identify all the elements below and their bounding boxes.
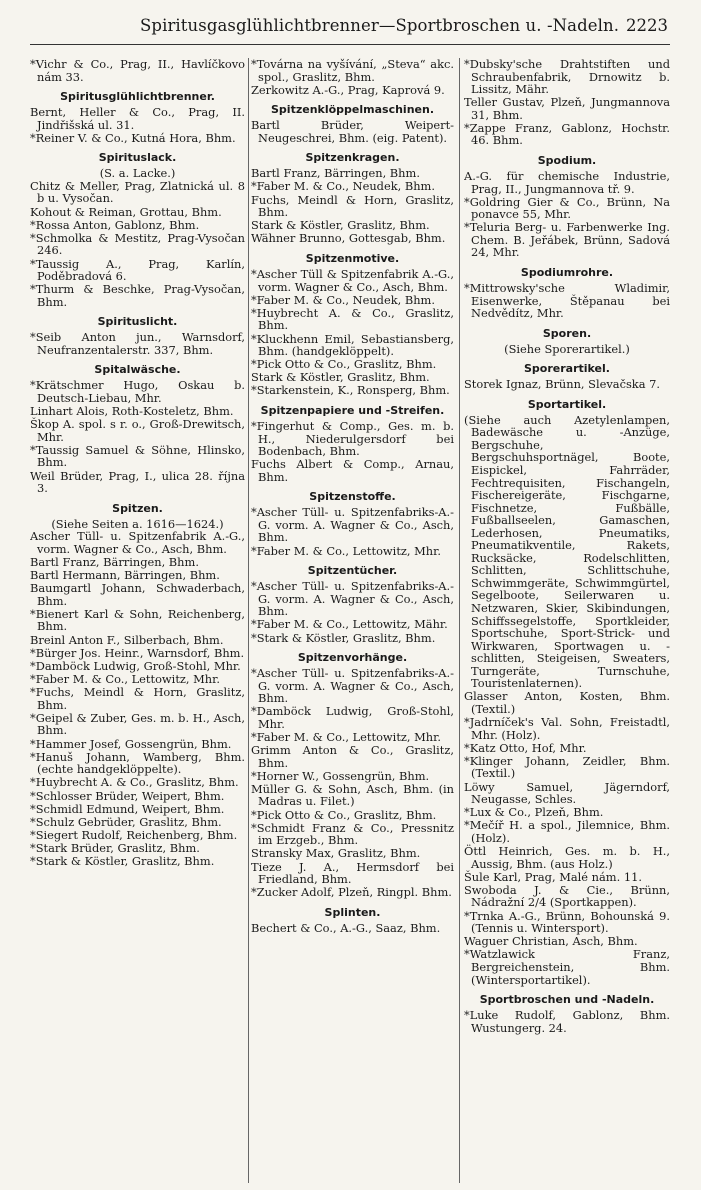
- directory-entry: Bartl Brüder, Weipert-Neugeschrei, Bhm. (eig. Patent).: [251, 118, 454, 145]
- directory-entry: *Ascher Tüll- u. Spitzenfabriks-A.-G. vorm. A. Wagner & Co., Asch, Bhm.: [251, 579, 454, 619]
- column-divider: [248, 58, 249, 1183]
- section-heading: Spiritusglühlichtbrenner.: [60, 90, 215, 104]
- directory-entry: *Bienert Karl & Sohn, Reichenberg, Bhm.: [30, 606, 245, 634]
- directory-entry: *Damböck Ludwig, Groß-Stohl, Mhr.: [30, 658, 241, 673]
- section-heading: Spitzenkragen.: [305, 151, 400, 165]
- page-number: 2223: [626, 16, 668, 35]
- section-heading: Spitzenpapiere und -Streifen.: [260, 404, 445, 418]
- directory-entry: (Siehe auch Azetylenlampen, Badewäsche u. -Anzüge, Bergschuhe, Bergschuhsportnägel, Boote, Eispickel, Fahrräder, Fechtrequisiten, Fischangeln, Fischereigeräte, Fischgarne, Fischnetze, Fußbälle, Fußballseelen, Gamaschen, Lederhosen, Pneumatiks, Pneumatikventile, Rakets, Rucksäcke, Rodelschlitten, Schlitten, Schlittschuhe, Schwimmgeräte, Schwimmgürtel, Segelboote, Seilerwaren u. Netzwaren, Skier, Skibindungen, Schiffssegelstoffe, Sportkleider, Sportschuhe, Sport-Strick- und Wirkwaren, Sportwagen u. -schlitten, Steigeisen, Sweaters, Turngeräte, Turnschuhe, Touristenlaternen).: [464, 412, 670, 691]
- directory-entry: Wähner Brunno, Gottesgab, Bhm.: [251, 231, 446, 246]
- running-title: Spiritusgasglühlichtbrenner—Sportbroschen u. -Nadeln.: [140, 16, 620, 35]
- directory-entry: *Faber M. & Co., Neudek, Bhm.: [251, 292, 435, 307]
- directory-entry: Fuchs, Meindl & Horn, Graslitz, Bhm.: [251, 192, 454, 220]
- directory-entry: *Teluria Berg- u. Farbenwerke Ing. Chem. B. Jeřábek, Brünn, Sadová 24, Mhr.: [464, 220, 670, 260]
- directory-entry: *Reiner V. & Co., Kutná Hora, Bhm.: [30, 130, 236, 145]
- directory-entry: Swoboda J. & Cie., Brünn, Nádražní 2/4 (Sportkappen).: [464, 882, 670, 910]
- page-header: [30, 14, 670, 45]
- section-heading: Spirituslicht.: [97, 315, 178, 329]
- directory-entry: *Fingerhut & Comp., Ges. m. b. H., Niederulgersdorf bei Bodenbach, Bhm.: [251, 419, 454, 459]
- directory-entry: *Taussig Samuel & Söhne, Hlinsko, Bhm.: [30, 442, 245, 470]
- section-heading: Sportartikel.: [527, 397, 607, 411]
- directory-entry: *Starkenstein, K., Ronsperg, Bhm.: [251, 383, 450, 398]
- section-heading: Spitzenvorhänge.: [297, 651, 408, 665]
- directory-entry: Fuchs Albert & Comp., Arnau, Bhm.: [251, 457, 454, 484]
- directory-entry: Zerkowitz A.-G., Prag, Kaprová 9.: [251, 82, 445, 97]
- section-heading: Spodiumrohre.: [520, 266, 614, 280]
- directory-entry: *Ascher Tüll- u. Spitzenfabriks-A.-G. vorm. A. Wagner & Co., Asch, Bhm.: [251, 666, 454, 706]
- directory-entry: Ascher Tüll- u. Spitzenfabrik A.-G., vorm. Wagner & Co., Asch, Bhm.: [30, 529, 245, 556]
- directory-entry: *Schmidt Franz & Co., Pressnitz im Erzgeb., Bhm.: [251, 820, 454, 848]
- directory-entry: *Siegert Rudolf, Reichenberg, Bhm.: [30, 827, 238, 842]
- directory-entry: *Vichr & Co., Prag, II., Havlíčkovo nám 33.: [30, 58, 245, 84]
- directory-entry: *Kluckhenn Emil, Sebastiansberg, Bhm. (handgeklöppelt).: [251, 331, 454, 359]
- directory-entry: Storek Ignaz, Brünn, Slevačska 7.: [464, 377, 660, 392]
- directory-entry: Chitz & Meller, Prag, Zlatnická ul. 8 b u. Vysočan.: [30, 178, 245, 206]
- directory-entry: Stransky Max, Graslitz, Bhm.: [251, 846, 421, 861]
- directory-entry: Bartl Hermann, Bärringen, Bhm.: [30, 568, 220, 583]
- directory-entry: Stark & Köstler, Graslitz, Bhm.: [251, 370, 430, 385]
- directory-entry: *Zappe Franz, Gablonz, Hochstr. 46. Bhm.: [464, 120, 670, 148]
- directory-entry: Stark & Köstler, Graslitz, Bhm.: [251, 218, 430, 233]
- directory-entry: *Faber M. & Co., Lettowitz, Mähr.: [251, 617, 448, 632]
- directory-entry: *Watzlawick Franz, Bergreichenstein, Bhm. (Wintersportartikel).: [464, 947, 670, 987]
- directory-entry: *Katz Otto, Hof, Mhr.: [464, 740, 587, 755]
- directory-entry: *Stark & Köstler, Graslitz, Bhm.: [251, 630, 436, 645]
- directory-entry: *Ascher Tüll- u. Spitzenfabriks-A.-G. vorm. A. Wagner & Co., Asch, Bhm.: [251, 505, 454, 545]
- section-heading: Sporerartikel.: [524, 362, 610, 376]
- directory-entry: *Jadrníček's Val. Sohn, Freistadtl, Mhr. (Holz).: [464, 715, 670, 742]
- directory-entry: *Schulz Gebrüder, Graslitz, Bhm.: [30, 814, 222, 829]
- directory-entry: *Krätschmer Hugo, Oskau b. Deutsch-Liebau, Mhr.: [30, 378, 245, 405]
- directory-entry: *Hanuš Johann, Wamberg, Bhm. (echte handgeklöppelte).: [30, 749, 245, 777]
- directory-entry: *Luke Rudolf, Gablonz, Bhm. Wustungerg. 24.: [464, 1008, 670, 1035]
- directory-entry: *Rossa Anton, Gablonz, Bhm.: [30, 217, 200, 232]
- directory-entry: Müller G. & Sohn, Asch, Bhm. (in Madras u. Filet.): [251, 781, 454, 809]
- directory-entry: *Továrna na vyšívání, „Steva“ akc. spol., Graslitz, Bhm.: [251, 58, 454, 84]
- directory-entry: *Geipel & Zuber, Ges. m. b. H., Asch, Bhm.: [30, 710, 245, 738]
- directory-entry: *Huybrecht A. & Co., Graslitz, Bhm.: [251, 305, 454, 333]
- cross-reference-note: (Siehe Seiten a. 1616—1624.): [51, 516, 224, 531]
- directory-entry: Škop A. spol. s r. o., Groß-Drewitsch, Mhr.: [30, 417, 245, 444]
- directory-entry: *Horner W., Gossengrün, Bhm.: [251, 768, 430, 783]
- directory-entry: Kohout & Reiman, Grottau, Bhm.: [30, 204, 222, 219]
- directory-entry: Glasser Anton, Kosten, Bhm. (Textil.): [464, 689, 670, 716]
- directory-entry: *Mittrowsky'sche Wladimir, Eisenwerke, Štěpanau bei Nedvědítz, Mhr.: [464, 281, 670, 321]
- directory-entry: *Pick Otto & Co., Graslitz, Bhm.: [251, 807, 437, 822]
- directory-entry: *Faber M. & Co., Lettowitz, Mhr.: [251, 729, 441, 744]
- directory-entry: *Fuchs, Meindl & Horn, Graslitz, Bhm.: [30, 685, 245, 712]
- directory-entry: Baumgartl Johann, Schwaderbach, Bhm.: [30, 581, 245, 608]
- section-heading: Spitzen.: [112, 501, 163, 515]
- directory-entry: *Hammer Josef, Gossengrün, Bhm.: [30, 736, 232, 751]
- directory-entry: Bernt, Heller & Co., Prag, II. Jindřišská ul. 31.: [30, 105, 245, 132]
- directory-entry: Waguer Christian, Asch, Bhm.: [464, 934, 638, 949]
- directory-entry: *Bürger Jos. Heinr., Warnsdorf, Bhm.: [30, 645, 245, 660]
- section-heading: Spitalwäsche.: [94, 363, 181, 377]
- directory-entry: Breinl Anton F., Silberbach, Bhm.: [30, 632, 224, 647]
- directory-entry: Löwy Samuel, Jägerndorf, Neugasse, Schles.: [464, 779, 670, 807]
- section-heading: Splinten.: [324, 905, 381, 919]
- directory-entry: *Pick Otto & Co., Graslitz, Bhm.: [251, 357, 437, 372]
- directory-entry: *Schlosser Brüder, Weipert, Bhm.: [30, 788, 225, 803]
- column-1: [30, 58, 245, 1183]
- section-heading: Sportbroschen und -Nadeln.: [479, 993, 655, 1007]
- cross-reference-note: (S. a. Lacke.): [99, 166, 176, 181]
- directory-entry: Tieze J. A., Hermsdorf bei Friedland, Bhm.: [251, 859, 454, 887]
- directory-entry: *Trnka A.-G., Brünn, Bohounská 9. (Tennis u. Wintersport).: [464, 908, 670, 936]
- section-heading: Spitzenmotive.: [305, 251, 400, 265]
- directory-entry: Bartl Franz, Bärringen, Bhm.: [251, 166, 420, 181]
- section-heading: Spitzenklöppelmaschinen.: [271, 103, 434, 117]
- directory-entry: *Faber M. & Co., Lettowitz, Mhr.: [251, 543, 441, 558]
- directory-entry: *Goldring Gier & Co., Brünn, Na ponavce 55, Mhr.: [464, 194, 670, 222]
- directory-entry: *Faber M. & Co., Lettowitz, Mhr.: [30, 672, 220, 687]
- directory-entry: *Lux & Co., Plzeň, Bhm.: [464, 805, 604, 820]
- directory-entry: *Stark Brüder, Graslitz, Bhm.: [30, 841, 200, 856]
- directory-entry: Weil Brüder, Prag, I., ulica 28. října 3.: [30, 468, 245, 496]
- directory-entry: *Schmolka & Mestitz, Prag-Vysočan 246.: [30, 230, 245, 258]
- column-3: [464, 58, 670, 1183]
- section-heading: Sporen.: [542, 326, 592, 340]
- directory-entry: *Thurm & Beschke, Prag-Vysočan, Bhm.: [30, 282, 245, 309]
- directory-entry: A.-G. für chemische Industrie, Prag, II., Jungmannova tř. 9.: [464, 169, 670, 196]
- section-heading: Spitzentücher.: [307, 564, 398, 578]
- directory-entry: Šule Karl, Prag, Malé nám. 11.: [464, 869, 642, 884]
- directory-entry: *Seib Anton jun., Warnsdorf, Neufranzentalerstr. 337, Bhm.: [30, 330, 245, 357]
- directory-entry: *Huybrecht A. & Co., Graslitz, Bhm.: [30, 775, 239, 790]
- directory-entry: *Stark & Köstler, Graslitz, Bhm.: [30, 854, 215, 869]
- directory-entry: *Ascher Tüll & Spitzenfabrik A.-G., vorm. Wagner & Co., Asch, Bhm.: [251, 266, 454, 294]
- cross-reference-note: (Siehe Sporerartikel.): [504, 341, 630, 356]
- directory-entry: *Zucker Adolf, Plzeň, Ringpl. Bhm.: [251, 885, 452, 900]
- column-2: [251, 58, 454, 1183]
- directory-entry: Teller Gustav, Plzeň, Jungmannova 31, Bhm.: [464, 95, 670, 122]
- directory-entry: Grimm Anton & Co., Graslitz, Bhm.: [251, 743, 454, 770]
- section-heading: Spodium.: [537, 154, 597, 168]
- directory-entry: *Damböck Ludwig, Groß-Stohl, Mhr.: [251, 704, 454, 731]
- section-heading: Spirituslack.: [98, 151, 177, 165]
- section-heading: Spitzenstoffe.: [309, 490, 396, 504]
- directory-entry: Linhart Alois, Roth-Kosteletz, Bhm.: [30, 404, 234, 419]
- directory-entry: Öttl Heinrich, Ges. m. b. H., Aussig, Bhm. (aus Holz.): [464, 844, 670, 871]
- directory-entry: Bartl Franz, Bärringen, Bhm.: [30, 554, 199, 569]
- directory-entry: *Klinger Johann, Zeidler, Bhm. (Textil.): [464, 753, 670, 781]
- directory-entry: *Mečíř H. a spol., Jilemnice, Bhm. (Holz).: [464, 818, 670, 845]
- column-divider: [459, 58, 460, 1183]
- directory-entry: *Schmidl Edmund, Weipert, Bhm.: [30, 801, 225, 816]
- directory-entry: *Dubsky'sche Drahtstiften und Schraubenfabrik, Drnowitz b. Lissitz, Mähr.: [464, 58, 670, 97]
- directory-entry: *Taussig A., Prag, Karlín, Poděbradová 6.: [30, 256, 245, 284]
- directory-entry: Bechert & Co., A.-G., Saaz, Bhm.: [251, 920, 441, 935]
- directory-entry: *Faber M. & Co., Neudek, Bhm.: [251, 179, 435, 194]
